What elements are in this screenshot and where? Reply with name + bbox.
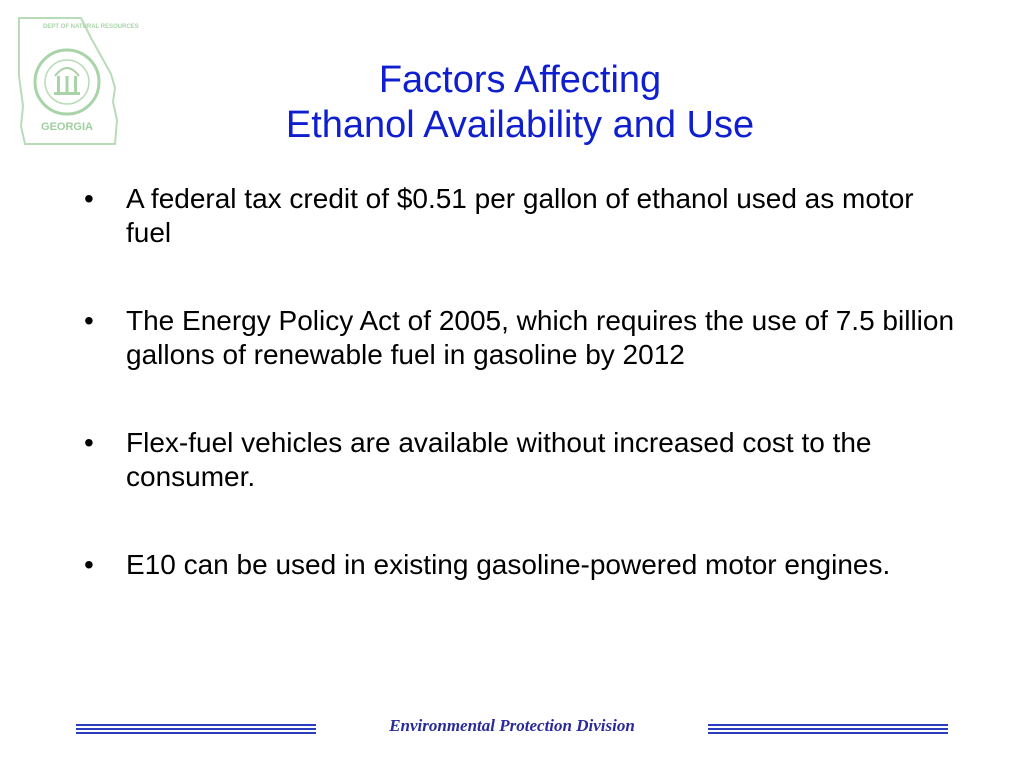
bullet-marker: • (84, 183, 94, 214)
bullet-marker: • (84, 427, 94, 458)
bullet-item (84, 182, 964, 250)
bullet-item (84, 426, 964, 494)
title-line-1: Factors Affecting (378, 59, 662, 101)
georgia-epd-logo (15, 16, 139, 146)
slide-title (180, 58, 860, 148)
bullet-text: Flex-fuel vehicles are available without increased cost to the consumer. (126, 427, 872, 492)
logo-top-text: DEPT OF NATURAL RESOURCES (43, 24, 139, 30)
bullet-list (84, 182, 964, 636)
bullet-item (84, 304, 964, 372)
footer-rule-right (708, 724, 948, 734)
bullet-item (84, 548, 964, 582)
bullet-text: E10 can be used in existing gasoline-powered motor engines. (126, 549, 891, 580)
slide-footer (0, 712, 1024, 744)
title-line-2: Ethanol Availability and Use (285, 104, 755, 146)
bullet-marker: • (84, 549, 94, 580)
bullet-text: The Energy Policy Act of 2005, which requires the use of 7.5 billion gallons of renewable fuel in gasoline by 2012 (126, 305, 955, 370)
footer-rule-left (76, 724, 316, 734)
footer-label: Environmental Protection Division (389, 716, 635, 735)
bullet-text: A federal tax credit of $0.51 per gallon of ethanol used as motor fuel (126, 183, 914, 248)
bullet-marker: • (84, 305, 94, 336)
logo-georgia-text: GEORGIA (41, 121, 93, 133)
georgia-state-seal-icon (15, 16, 139, 146)
